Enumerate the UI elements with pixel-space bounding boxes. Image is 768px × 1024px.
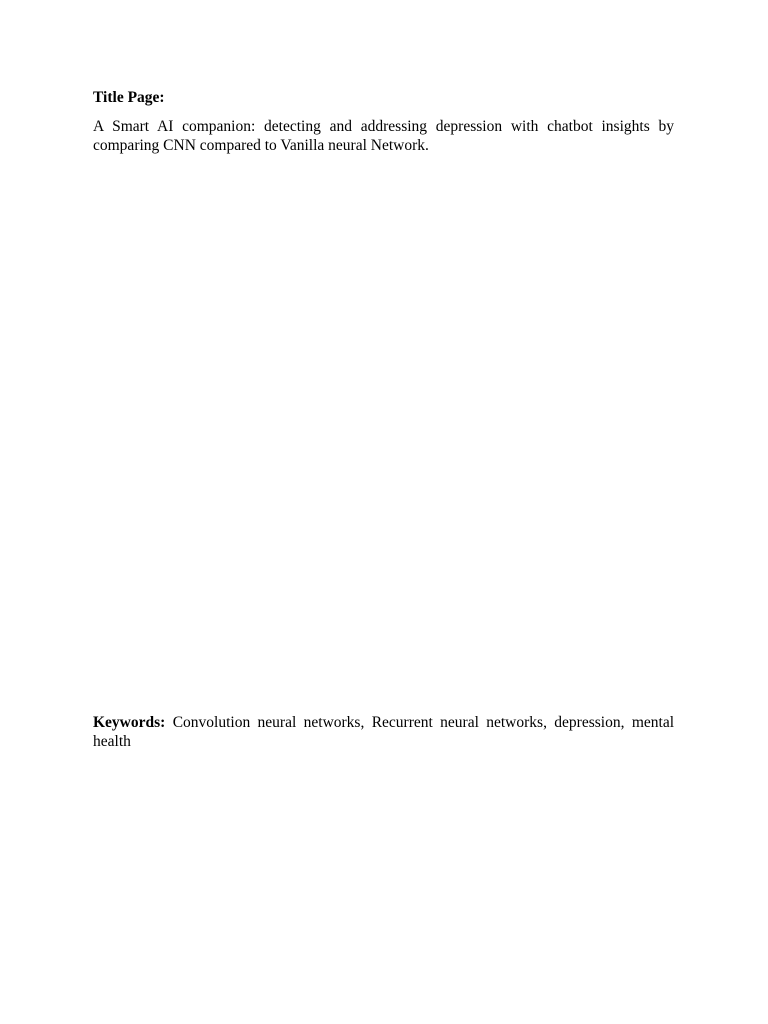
paper-title: A Smart AI companion: detecting and addressing depression with chatbot insights by comparing CNN compared to Vanilla neural Network.: [93, 118, 674, 154]
keywords-text: Convolution neural networks, Recurrent neural networks, depression, mental health: [93, 714, 674, 750]
keywords-paragraph: [93, 713, 674, 751]
keywords-label: Keywords:: [93, 714, 166, 731]
title-page-heading: Title Page:: [93, 89, 165, 106]
